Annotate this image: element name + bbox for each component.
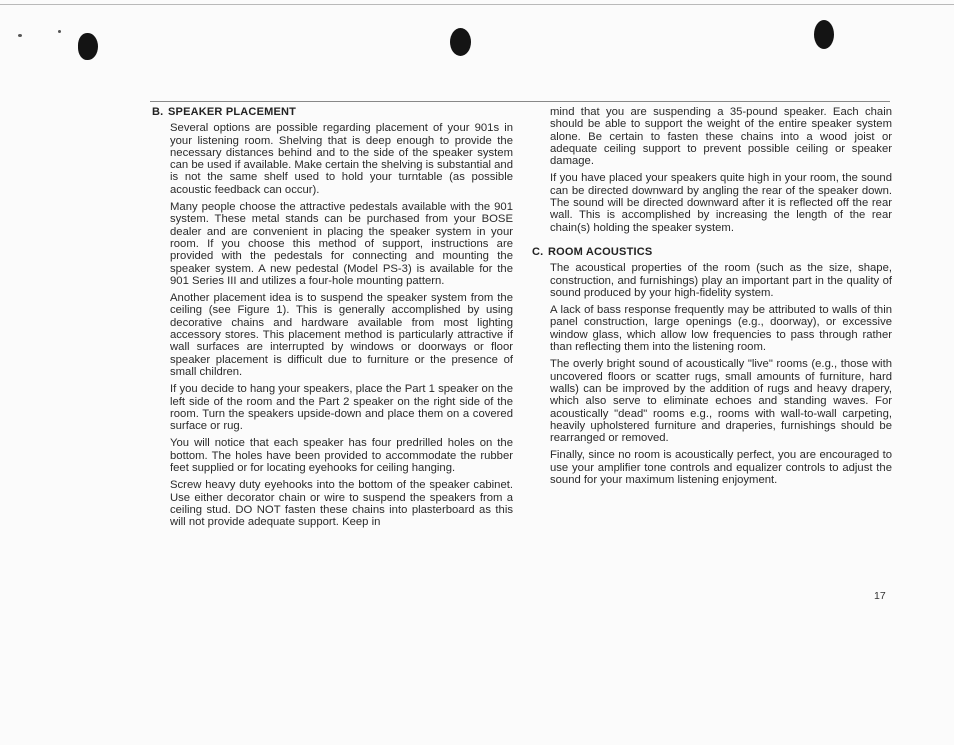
paragraph: If you decide to hang your speakers, place the Part 1 speaker on the left side of the room and the Part 2 speaker on the right side of the room. Turn the speakers upside-down and place them on a covered surface or rug. xyxy=(170,383,513,433)
binder-hole-center xyxy=(450,28,471,56)
paragraph: If you have placed your speakers quite high in your room, the sound can be directed downward by angling the rear of the speaker down. The sound will be directed downward after it is reflected off the rear wall. This is accomplished by increasing the length of the rear chain(s) holding the speaker system. xyxy=(550,172,892,234)
paragraph: A lack of bass response frequently may be attributed to walls of thin panel construction, large openings (e.g., doorway), or excessive window glass, which allow low frequencies to pass through rather than reflecting them into the listening room. xyxy=(550,304,892,354)
section-heading-room-acoustics xyxy=(532,246,892,258)
scan-edge-line xyxy=(0,4,954,5)
section-letter: C. xyxy=(532,245,544,258)
section-title: ROOM ACOUSTICS xyxy=(548,245,653,258)
paragraph: mind that you are suspending a 35-pound speaker. Each chain should be able to support the weight of the entire speaker system alone. Be certain to fasten these chains into a wood joist or adequate ceiling support to prevent possible ceiling or speaker damage. xyxy=(550,106,892,168)
paragraph: Screw heavy duty eyehooks into the bottom of the speaker cabinet. Use either decorator chain or wire to suspend the speakers from a ceiling stud. DO NOT fasten these chains into plasterboard as this will not provide adequate support. Keep in xyxy=(170,479,513,529)
section-letter: B. xyxy=(152,106,164,118)
binder-hole-left xyxy=(78,33,98,60)
paragraph: Many people choose the attractive pedestals available with the 901 system. These metal stands can be purchased from your BOSE dealer and are convenient in placing the speaker system in your room. If you choose this method of support, instructions are provided with the pedestals for connecting and mounting the speaker system. A new pedestal (Model PS-3) is available for the 901 Series III and utilizes a four-hole mounting pattern. xyxy=(170,201,513,287)
page-number: 17 xyxy=(874,590,886,602)
right-column xyxy=(532,106,892,491)
section-heading-speaker-placement xyxy=(152,106,513,118)
header-rule xyxy=(150,101,890,102)
scan-speck xyxy=(18,34,22,37)
paragraph: The acoustical properties of the room (such as the size, shape, construction, and furnishings) play an important part in the quality of sound produced by your high-fidelity system. xyxy=(550,262,892,299)
paragraph: Another placement idea is to suspend the speaker system from the ceiling (see Figure 1). This is generally accomplished by using decorative chains and hardware available from most lighting accessory stores. This placement method is particularly attractive if wall surfaces are interrupted by windows or doorways or floor speaker placement is difficult due to furniture or the presence of small children. xyxy=(170,292,513,378)
scan-speck xyxy=(58,30,61,33)
paragraph: You will notice that each speaker has four predrilled holes on the bottom. The holes have been provided to accommodate the rubber feet supplied or for locating eyehooks for ceiling hanging. xyxy=(170,437,513,475)
paragraph: The overly bright sound of acoustically "live" rooms (e.g., those with uncovered floors or scatter rugs, small amounts of furniture, hard walls) can be improved by the addition of rugs and heavy drapery, which also serve to eliminate echoes and standing waves. For acoustically "dead" rooms e.g., rooms with wall-to-wall carpeting, heavily upholstered furniture and draperies, furnishings should be rearranged or removed. xyxy=(550,358,892,445)
left-column xyxy=(152,106,513,534)
paragraph: Finally, since no room is acoustically perfect, you are encouraged to use your amplifier tone controls and equalizer controls to adjust the sound for your maximum listening enjoyment. xyxy=(550,449,892,487)
paragraph: Several options are possible regarding placement of your 901s in your listening room. Shelving that is deep enough to provide the necessary distances behind and to the side of the speaker system can be used if available. Make certain the shelving is substantial and is not the same shelf used to hold your turntable (as possible acoustic feedback can occur). xyxy=(170,122,513,196)
binder-hole-right xyxy=(814,20,834,49)
section-title: SPEAKER PLACEMENT xyxy=(168,106,297,118)
